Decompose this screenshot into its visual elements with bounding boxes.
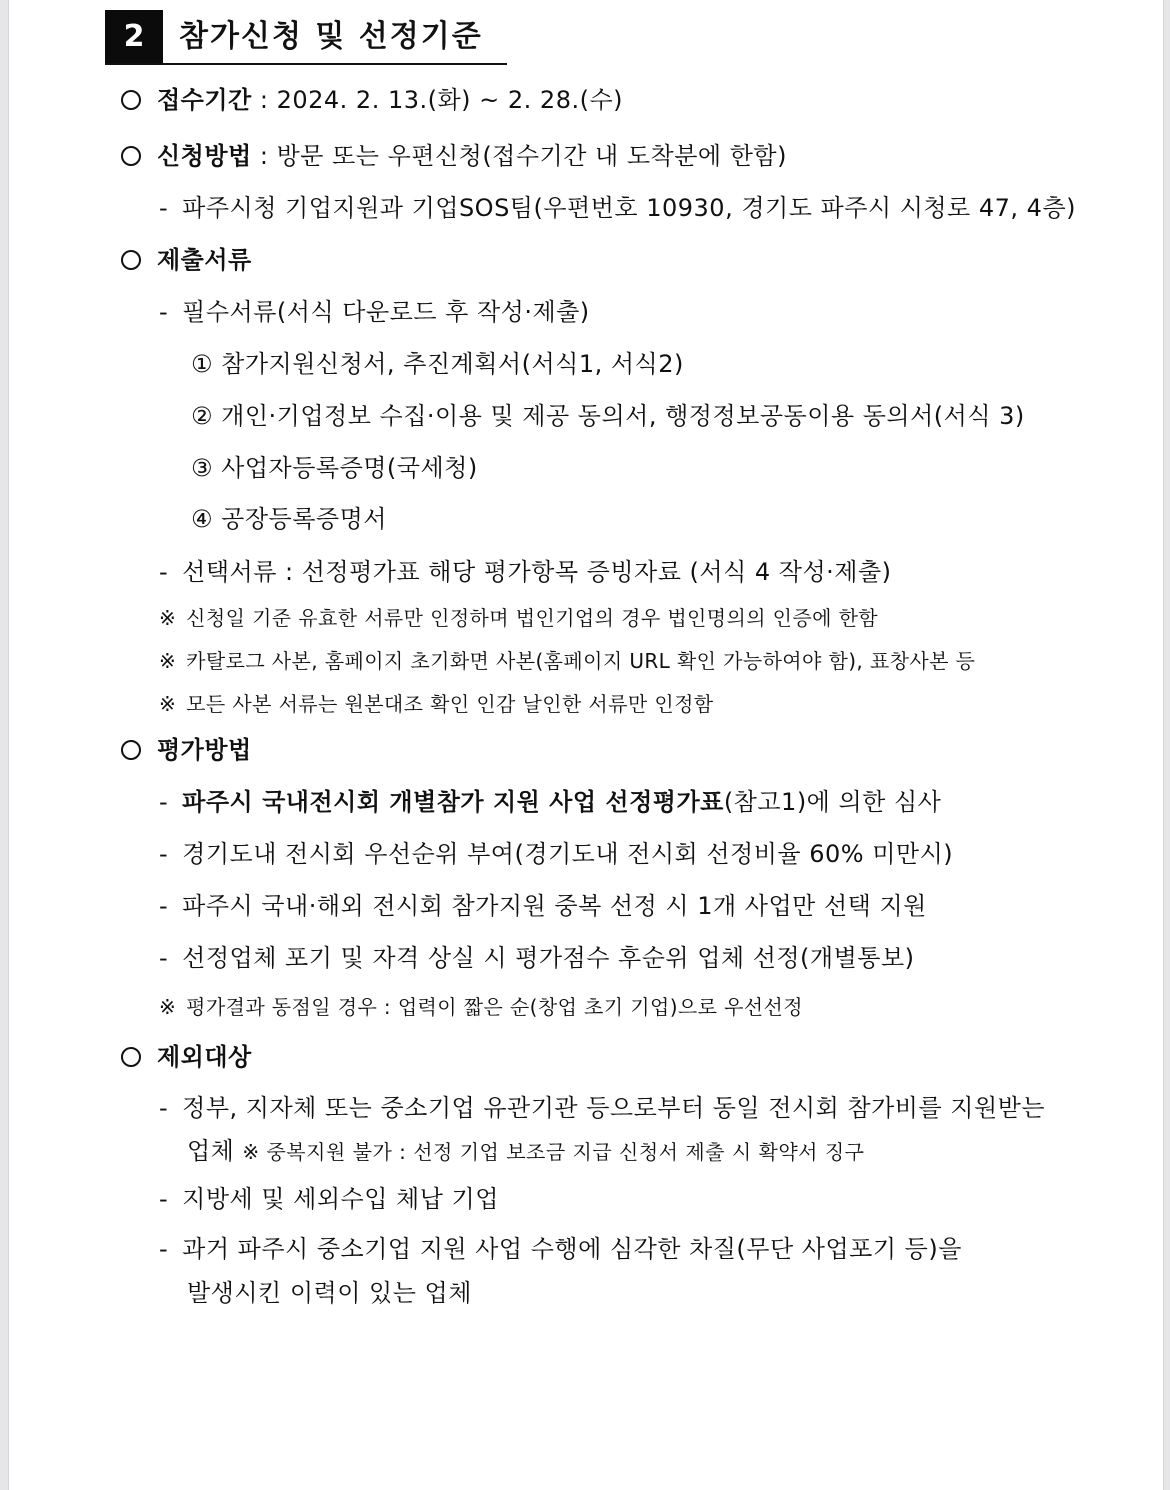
dash-bullet: - bbox=[159, 840, 169, 868]
method-detail-row bbox=[159, 192, 1076, 224]
exclusion-label: 제외대상 bbox=[157, 1043, 252, 1071]
dash-bullet: - bbox=[159, 1094, 169, 1122]
dash-bullet: - bbox=[159, 1235, 169, 1263]
method-separator: : bbox=[251, 142, 277, 170]
evaluation-table-name: 파주시 국내전시회 개별참가 지원 사업 선정평가표 bbox=[182, 788, 724, 816]
documents-note-1 bbox=[159, 604, 878, 632]
exclusion-item-3-line-2: 발생시킨 이력이 있는 업체 bbox=[187, 1279, 472, 1307]
exclusion-item-1-line-1: 정부, 지자체 또는 중소기업 유관기관 등으로부터 동일 전시회 참가비를 지원받는 bbox=[182, 1094, 1046, 1122]
exclusion-item-3-line-1: 과거 파주시 중소기업 지원 사업 수행에 심각한 차질(무단 사업포기 등)을 bbox=[182, 1235, 962, 1263]
period-separator: : bbox=[251, 86, 277, 114]
evaluation-item-text: 경기도내 전시회 우선순위 부여(경기도내 전시회 선정비율 60% 미만시) bbox=[182, 840, 954, 868]
section-heading bbox=[105, 10, 507, 65]
required-docs-row bbox=[159, 296, 590, 328]
method-row bbox=[121, 140, 787, 172]
optional-docs-text: 선택서류 : 선정평가표 해당 평가항목 증빙자료 (서식 4 작성·제출) bbox=[182, 558, 892, 586]
exclusion-item-1-continued bbox=[187, 1135, 864, 1168]
optional-docs-row bbox=[159, 556, 892, 588]
exclusion-item-2 bbox=[159, 1183, 499, 1215]
evaluation-note-text: 평가결과 동점일 경우 : 업력이 짧은 순(창업 초기 기업)으로 우선선정 bbox=[186, 995, 803, 1019]
documents-note-text: 신청일 기준 유효한 서류만 인정하며 법인기업의 경우 법인명의의 인증에 한함 bbox=[186, 606, 879, 630]
dash-bullet: - bbox=[159, 1185, 169, 1213]
circle-bullet-icon bbox=[121, 90, 141, 110]
method-value: 방문 또는 우편신청(접수기간 내 도착분에 한함) bbox=[276, 142, 787, 170]
required-doc-item-1: ① 참가지원신청서, 추진계획서(서식1, 서식2) bbox=[191, 350, 684, 378]
circle-bullet-icon bbox=[121, 146, 141, 166]
section-title: 참가신청 및 선정기준 bbox=[179, 19, 483, 54]
period-label: 접수기간 bbox=[157, 86, 252, 114]
documents-note-text: 모든 사본 서류는 원본대조 확인 인감 날인한 서류만 인정함 bbox=[186, 692, 714, 716]
evaluation-item-3 bbox=[159, 890, 927, 922]
reference-mark: ※ bbox=[159, 692, 177, 716]
method-detail: 파주시청 기업지원과 기업SOS팀(우편번호 10930, 경기도 파주시 시청로 47, 4층) bbox=[182, 194, 1076, 222]
required-docs-text: 필수서류(서식 다운로드 후 작성·제출) bbox=[182, 298, 590, 326]
dash-bullet: - bbox=[159, 194, 169, 222]
evaluation-item-2 bbox=[159, 838, 953, 870]
circle-bullet-icon bbox=[121, 1047, 141, 1067]
evaluation-item-1 bbox=[159, 786, 941, 818]
evaluation-note bbox=[159, 993, 803, 1021]
section-number-badge: 2 bbox=[105, 10, 163, 63]
evaluation-label: 평가방법 bbox=[157, 736, 252, 764]
period-value: 2024. 2. 13.(화) ~ 2. 28.(수) bbox=[276, 86, 624, 114]
evaluation-item-1-rest: (참고1)에 의한 심사 bbox=[723, 788, 942, 816]
documents-row bbox=[121, 244, 252, 276]
documents-note-3 bbox=[159, 690, 714, 718]
exclusion-item-3 bbox=[159, 1233, 962, 1265]
document-page bbox=[8, 0, 1164, 1490]
dash-bullet: - bbox=[159, 558, 169, 586]
circle-bullet-icon bbox=[121, 740, 141, 760]
required-doc-item-2: ② 개인·기업정보 수집·이용 및 제공 동의서, 행정정보공동이용 동의서(서식 3) bbox=[191, 402, 1025, 430]
dash-bullet: - bbox=[159, 298, 169, 326]
circle-bullet-icon bbox=[121, 250, 141, 270]
evaluation-item-4 bbox=[159, 942, 915, 974]
exclusion-item-1 bbox=[159, 1092, 1045, 1124]
required-doc-item-3: ③ 사업자등록증명(국세청) bbox=[191, 454, 478, 482]
reference-mark: ※ bbox=[159, 649, 177, 673]
period-row bbox=[121, 84, 623, 116]
exclusion-item-1-note: ※ 중복지원 불가 : 선정 기업 보조금 지급 신청서 제출 시 확약서 징구 bbox=[242, 1140, 865, 1164]
reference-mark: ※ bbox=[159, 606, 177, 630]
documents-label: 제출서류 bbox=[157, 246, 252, 274]
dash-bullet: - bbox=[159, 944, 169, 972]
evaluation-row bbox=[121, 734, 252, 766]
evaluation-item-text: 파주시 국내·해외 전시회 참가지원 중복 선정 시 1개 사업만 선택 지원 bbox=[182, 892, 927, 920]
documents-note-text: 카탈로그 사본, 홈페이지 초기화면 사본(홈페이지 URL 확인 가능하여야 함), 표창사본 등 bbox=[186, 649, 976, 673]
dash-bullet: - bbox=[159, 892, 169, 920]
exclusion-item-2-text: 지방세 및 세외수입 체납 기업 bbox=[182, 1185, 499, 1213]
exclusion-row bbox=[121, 1041, 252, 1073]
dash-bullet: - bbox=[159, 788, 169, 816]
exclusion-item-1-line-2: 업체 bbox=[187, 1137, 235, 1165]
required-doc-item-4: ④ 공장등록증명서 bbox=[191, 505, 387, 533]
documents-note-2 bbox=[159, 647, 975, 675]
reference-mark: ※ bbox=[159, 995, 177, 1019]
method-label: 신청방법 bbox=[157, 142, 252, 170]
evaluation-item-text: 선정업체 포기 및 자격 상실 시 평가점수 후순위 업체 선정(개별통보) bbox=[182, 944, 915, 972]
